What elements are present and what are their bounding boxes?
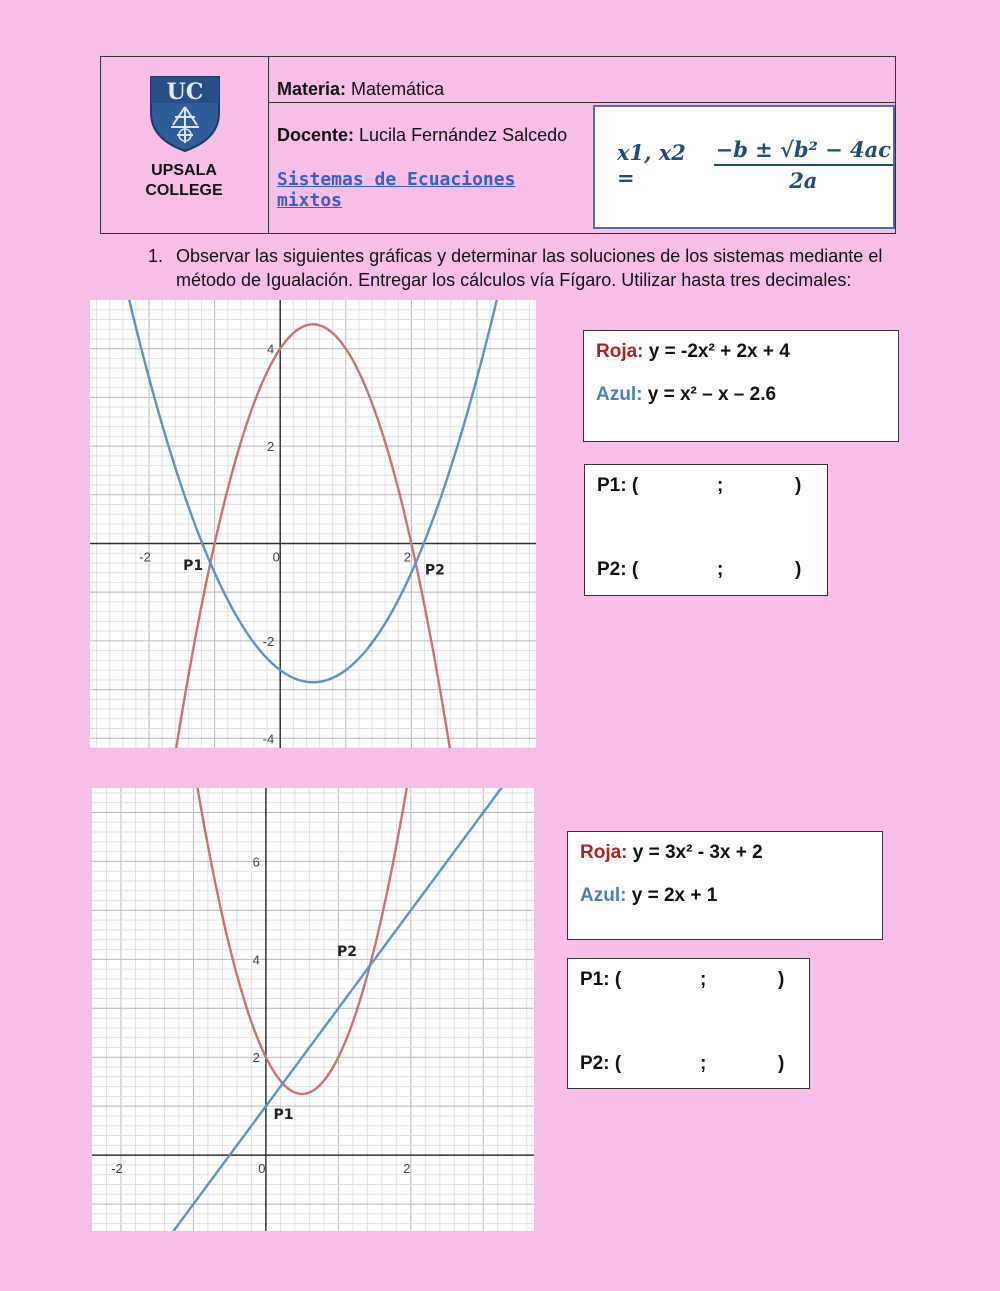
graph-1 xyxy=(90,300,536,748)
graph-2 xyxy=(92,788,534,1231)
formula-numerator: −b ± √b² − 4ac xyxy=(714,137,893,166)
x-tick-label: -2 xyxy=(111,1161,123,1177)
materia-value: Matemática xyxy=(351,79,445,99)
formula-denominator: 2a xyxy=(789,168,818,193)
solutions-box-1[interactable] xyxy=(584,464,828,596)
docente-row xyxy=(277,125,567,146)
y-tick-label: -4 xyxy=(262,731,275,747)
p1-label: P1: ( xyxy=(580,969,622,990)
college-name xyxy=(101,161,267,201)
intersection-label-p1: P1 xyxy=(273,1107,294,1124)
y-tick-label: 4 xyxy=(266,341,275,357)
p2-label: P2: ( xyxy=(597,559,639,580)
azul-eq: y = 2x + 1 xyxy=(631,885,718,906)
x-tick-label: -2 xyxy=(139,549,151,565)
p1-close: ) xyxy=(778,969,785,990)
intersection-label-p2: P2 xyxy=(424,562,445,579)
quadratic-formula-box xyxy=(593,105,895,229)
azul-label: Azul: xyxy=(580,885,627,906)
p1-separator: ; xyxy=(717,475,724,496)
x-tick-label: 0 xyxy=(272,549,280,565)
equations-box-1 xyxy=(583,330,899,442)
topic-line1[interactable]: Sistemas de Ecuaciones xyxy=(277,169,516,190)
intersection-label-p2: P2 xyxy=(337,944,358,961)
roja-equation-2 xyxy=(580,842,763,864)
x-tick-label: 0 xyxy=(258,1161,266,1177)
y-tick-label: 4 xyxy=(252,952,260,968)
y-tick-label: 2 xyxy=(266,439,275,455)
header-table xyxy=(100,56,896,234)
x-tick-label: 2 xyxy=(403,549,411,565)
roja-equation-1 xyxy=(596,341,790,363)
svg-text:UC: UC xyxy=(166,79,204,105)
p1-answer-1[interactable] xyxy=(597,475,802,499)
roja-eq: y = -2x² + 2x + 4 xyxy=(648,341,790,362)
instruction-number: 1. xyxy=(148,246,164,266)
solutions-box-2[interactable] xyxy=(567,958,810,1089)
formula-lhs: x1, x2 = xyxy=(617,140,686,190)
intersection-label-p1: P1 xyxy=(183,557,204,574)
quadratic-formula xyxy=(617,137,893,193)
azul-equation-1 xyxy=(596,384,776,406)
docente-label: Docente: xyxy=(277,125,355,145)
college-name-line2: COLLEGE xyxy=(145,182,223,199)
roja-label: Roja: xyxy=(596,341,644,362)
materia-row xyxy=(269,57,895,103)
y-tick-label: 6 xyxy=(252,854,260,870)
p1-separator: ; xyxy=(700,969,707,990)
azul-eq: y = x² – x – 2.6 xyxy=(647,384,777,405)
materia-label: Materia: xyxy=(277,79,347,99)
docente-value: Lucila Fernández Salcedo xyxy=(359,125,568,145)
p1-answer-2[interactable] xyxy=(580,969,785,993)
p2-separator: ; xyxy=(700,1053,707,1074)
instruction-text: Observar las siguientes gráficas y determinar las soluciones de los sistemas mediante el método de Igualación. Entregar los cálculos vía Fígaro. Utilizar hasta tres decimales: xyxy=(176,246,883,290)
y-tick-label: 2 xyxy=(252,1050,260,1066)
azul-label: Azul: xyxy=(596,384,643,405)
p1-label: P1: ( xyxy=(597,475,639,496)
college-crest-icon xyxy=(145,73,225,153)
logo-cell xyxy=(101,57,269,233)
topic-line2[interactable]: mixtos xyxy=(277,190,343,211)
p2-close: ) xyxy=(795,559,802,580)
roja-eq: y = 3x² - 3x + 2 xyxy=(632,842,763,863)
p2-answer-1[interactable] xyxy=(597,559,802,583)
p2-label: P2: ( xyxy=(580,1053,622,1074)
azul-equation-2 xyxy=(580,885,717,907)
topic-title[interactable] xyxy=(277,169,577,211)
roja-label: Roja: xyxy=(580,842,628,863)
college-name-line1: UPSALA xyxy=(151,162,217,179)
p2-answer-2[interactable] xyxy=(580,1053,785,1077)
x-tick-label: 2 xyxy=(403,1161,411,1177)
equations-box-2 xyxy=(567,831,883,940)
p1-close: ) xyxy=(795,475,802,496)
y-tick-label: -2 xyxy=(262,633,275,649)
p2-close: ) xyxy=(778,1053,785,1074)
p2-separator: ; xyxy=(717,559,724,580)
